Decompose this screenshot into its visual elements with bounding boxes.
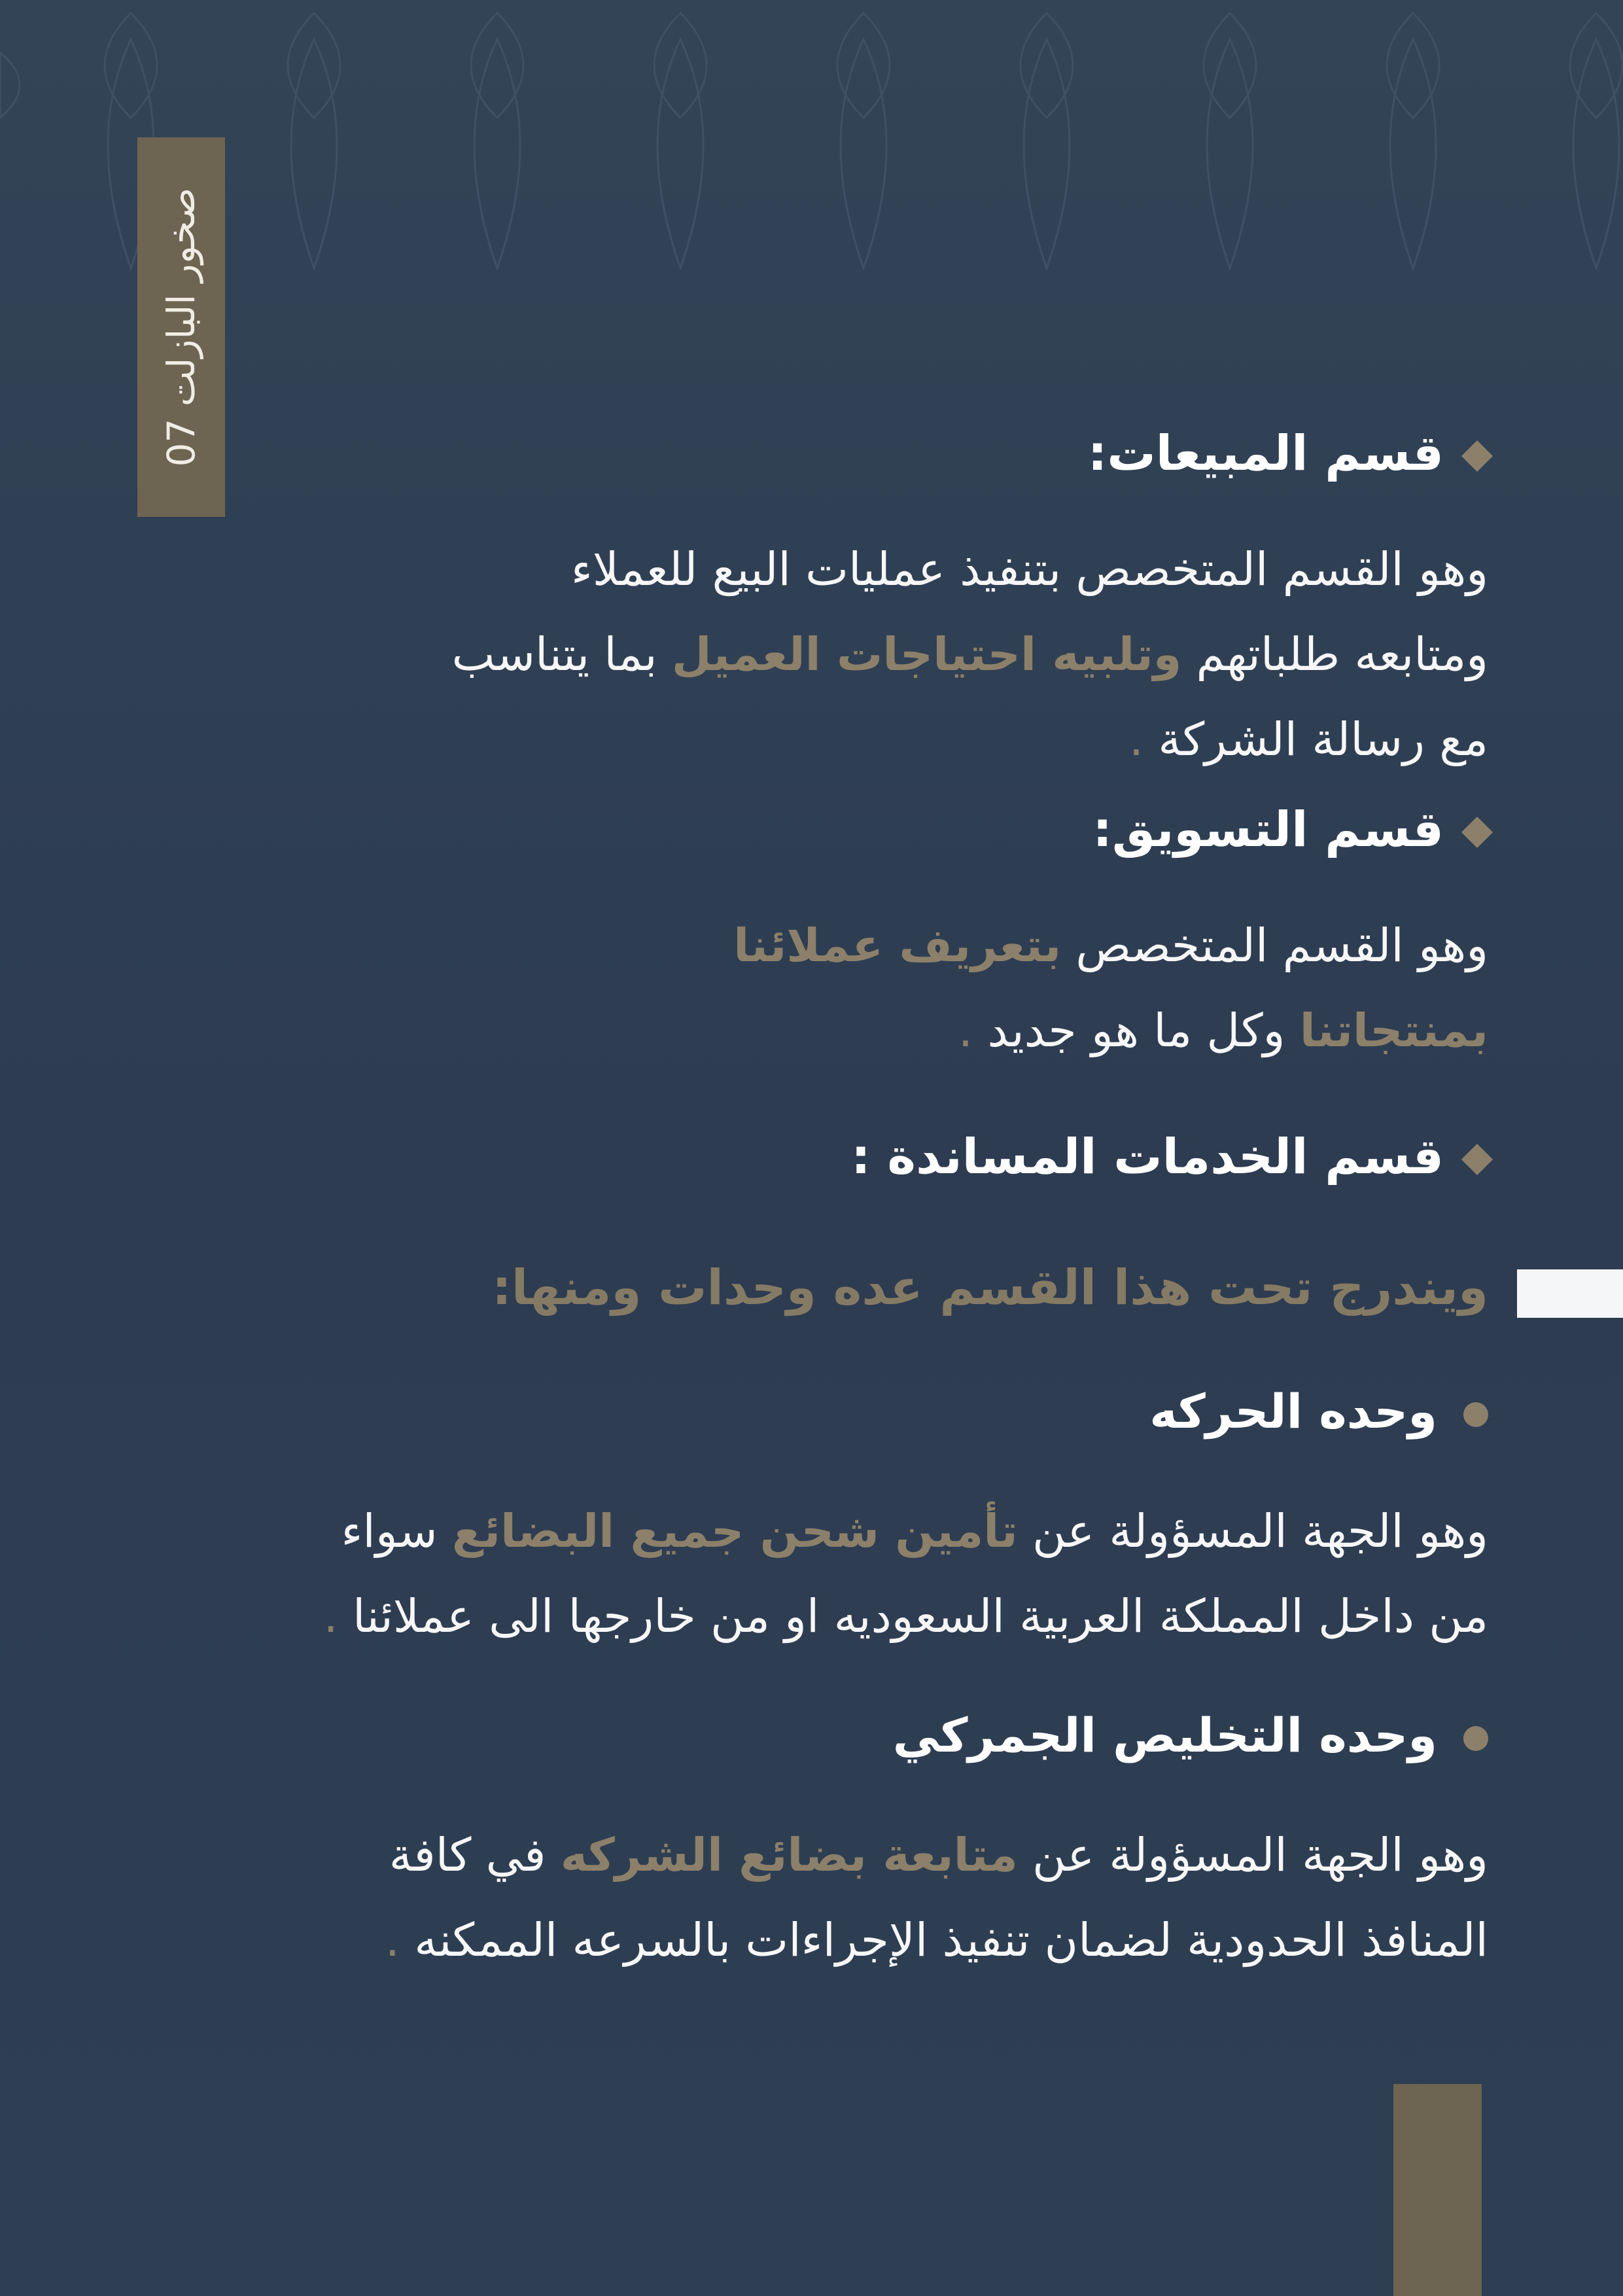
marketing-heading: قسم التسويق: xyxy=(131,802,1488,858)
dot-bullet-icon xyxy=(1463,1726,1488,1751)
corner-block xyxy=(1393,2084,1482,2296)
sales-paragraph xyxy=(131,527,1488,782)
sales-line-2: ومتابعه طلباتهم وتلبيه احتياجات العميل بما يتناسب xyxy=(451,627,1488,681)
movement-line-1: وهو الجهة المسؤولة عن تأمين شحن جميع البضائع سواء xyxy=(341,1504,1488,1558)
sales-line-1: وهو القسم المتخصص بتنفيذ عمليات البيع للعملاء xyxy=(570,542,1488,596)
support-intro: ويندرج تحت هذا القسم عده وحدات ومنها: xyxy=(492,1260,1488,1316)
movement-paragraph xyxy=(131,1489,1488,1659)
movement-line-2: من داخل المملكة العربية السعوديه او من خارجها الى عملائنا . xyxy=(323,1589,1488,1643)
sales-heading: قسم المبيعات: xyxy=(131,425,1488,482)
support-heading: قسم الخدمات المساندة : xyxy=(131,1129,1488,1185)
marketing-line-2: بمنتجاتنا وكل ما هو جديد . xyxy=(958,1004,1488,1057)
diamond-bullet-icon xyxy=(1461,817,1493,848)
movement-unit-title: وحده الحركه xyxy=(131,1384,1492,1439)
sales-line-3: مع رسالة الشركة . xyxy=(1128,713,1488,766)
customs-paragraph xyxy=(131,1812,1488,1983)
edge-marker xyxy=(1517,1269,1623,1318)
marketing-paragraph xyxy=(131,903,1488,1073)
marketing-line-1: وهو القسم المتخصص بتعريف عملائنا xyxy=(733,919,1488,972)
customs-unit-title: وحده التخليص الجمركي xyxy=(131,1708,1488,1763)
background-pattern xyxy=(0,0,1623,281)
customs-line-1: وهو الجهة المسؤولة عن متابعة بضائع الشركه في كافة xyxy=(389,1828,1488,1882)
brand-tab-text: صخور البازلت 07 xyxy=(159,187,203,467)
diamond-bullet-icon xyxy=(1461,440,1493,472)
diamond-bullet-icon xyxy=(1461,1144,1493,1175)
customs-line-2: المنافذ الحدودية لضمان تنفيذ الإجراءات بالسرعه الممكنه . xyxy=(385,1913,1488,1967)
dot-bullet-icon xyxy=(1463,1402,1488,1427)
